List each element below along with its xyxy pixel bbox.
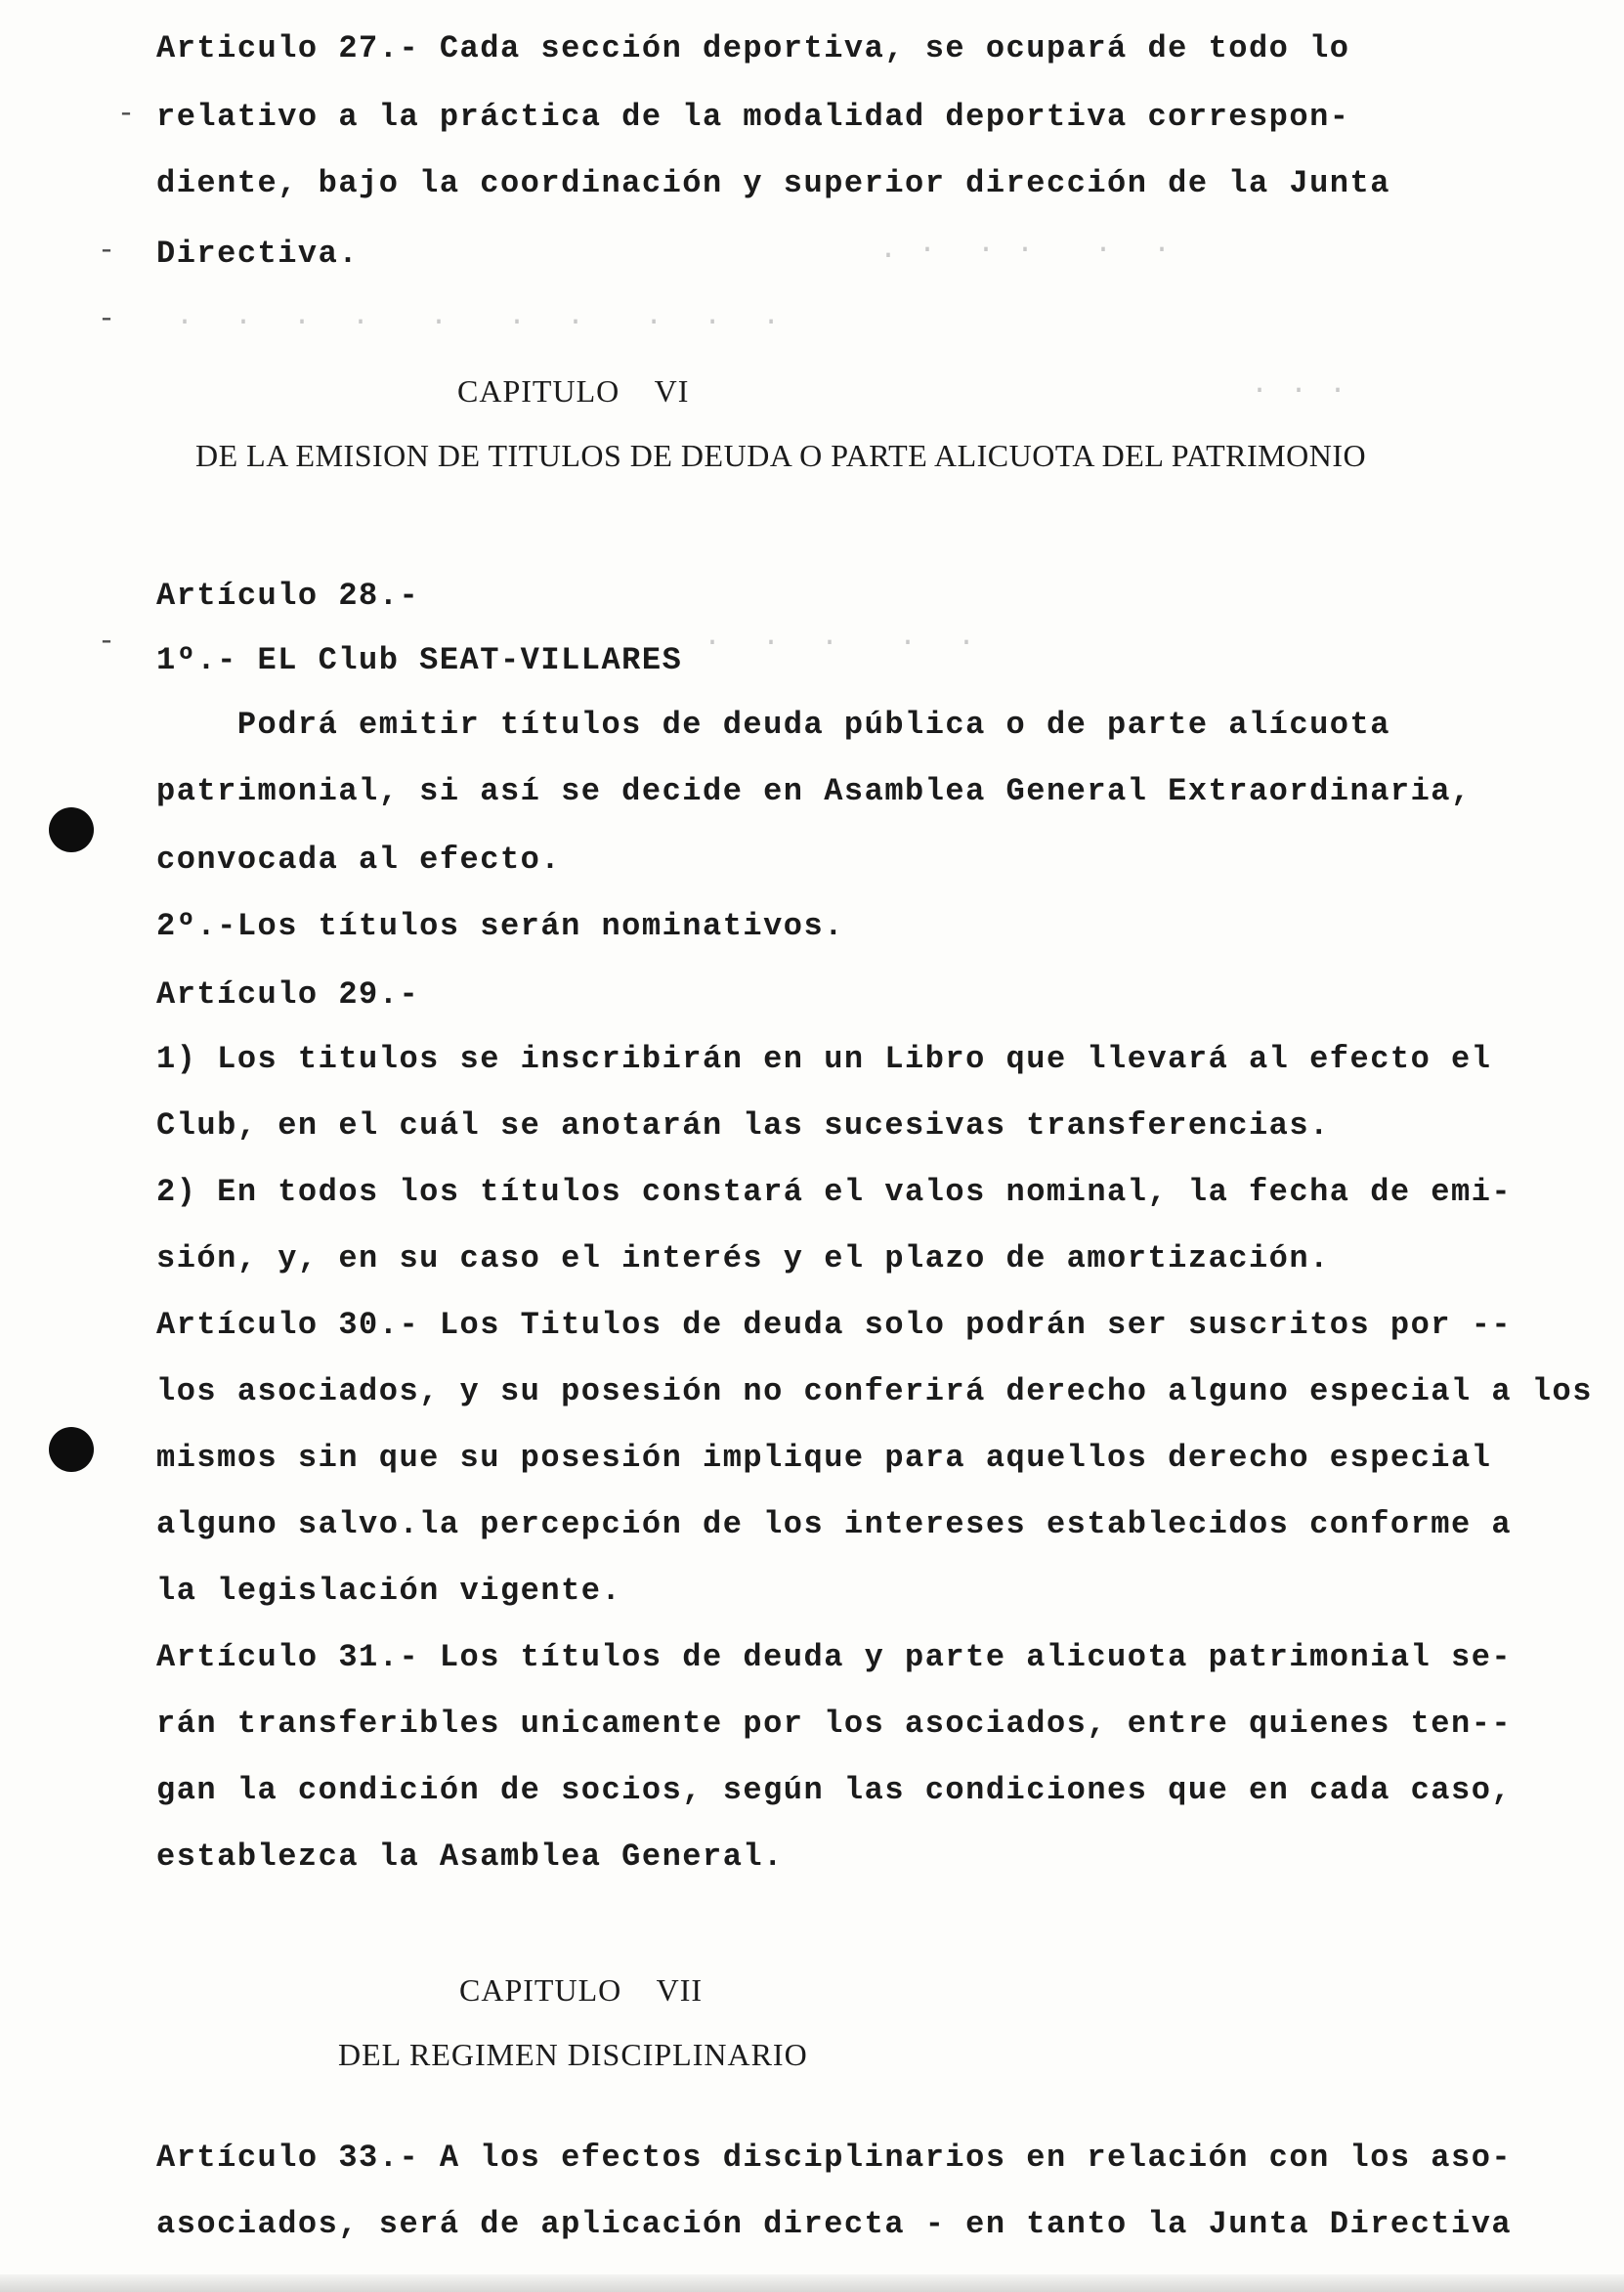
- art29-line-4: sión, y, en su caso el interés y el plazo de amortización.: [156, 1240, 1330, 1276]
- art30-line-3: mismos sin que su posesión implique para aquellos derecho especial: [156, 1440, 1492, 1476]
- art31-line-2: rán transferibles unicamente por los asociados, entre quienes ten--: [156, 1706, 1513, 1742]
- art28-point-1: 1º.- EL Club SEAT-VILLARES: [156, 642, 683, 678]
- margin-dash: -: [98, 303, 116, 336]
- art29-heading: Artículo 29.-: [156, 976, 420, 1013]
- punch-hole: [49, 807, 94, 852]
- art28-line-3: convocada al efecto.: [156, 842, 562, 878]
- art30-line-1: Artículo 30.- Los Titulos de deuda solo podrán ser suscritos por --: [156, 1307, 1513, 1343]
- chapter-7-subtitle: DEL REGIMEN DISCIPLINARIO: [338, 2037, 808, 2072]
- art28-point-2: 2º.-Los títulos serán nominativos.: [156, 908, 844, 944]
- art28-heading: Artículo 28.-: [156, 578, 420, 614]
- punch-hole: [49, 1427, 94, 1472]
- bleed-through-mark: . · · · · ·: [879, 234, 1174, 267]
- art27-line-1: Articulo 27.- Cada sección deportiva, se ocupará de todo lo: [156, 30, 1350, 66]
- art30-line-2: los asociados, y su posesión no conferirá derecho alguno especial a los: [156, 1373, 1593, 1409]
- art31-line-3: gan la condición de socios, según las condiciones que en cada caso,: [156, 1772, 1513, 1808]
- art27-line-3: diente, bajo la coordinación y superior dirección de la Junta: [156, 165, 1390, 201]
- chapter-6-subtitle: DE LA EMISION DE TITULOS DE DEUDA O PARTE ALICUOTA DEL PATRIMONIO: [195, 438, 1367, 473]
- art29-line-3: 2) En todos los títulos constará el valos nominal, la fecha de emi-: [156, 1174, 1513, 1210]
- bleed-through-mark: · · · · ·: [704, 627, 978, 660]
- art30-line-4: alguno salvo.la percepción de los intereses establecidos conforme a: [156, 1506, 1513, 1542]
- margin-dash: -: [117, 98, 136, 131]
- art28-line-1: Podrá emitir títulos de deuda pública o de parte alícuota: [156, 707, 1390, 743]
- bleed-through-mark: · · ·: [1251, 374, 1349, 408]
- scan-bottom-edge: [0, 2274, 1624, 2292]
- bleed-through-mark: · · · · · · · · · ·: [176, 306, 783, 339]
- chapter-6-title: CAPITULO VI: [457, 373, 690, 409]
- art29-line-2: Club, en el cuál se anotarán las sucesivas transferencias.: [156, 1107, 1330, 1144]
- margin-dash: -: [98, 235, 116, 268]
- margin-dash: -: [98, 626, 116, 659]
- art33-line-1: Artículo 33.- A los efectos disciplinarios en relación con los aso-: [156, 2140, 1513, 2176]
- art27-line-2: relativo a la práctica de la modalidad deportiva correspon-: [156, 99, 1350, 135]
- art28-line-2: patrimonial, si así se decide en Asamblea General Extraordinaria,: [156, 773, 1472, 809]
- chapter-7-title: CAPITULO VII: [459, 1972, 704, 2008]
- art31-line-4: establezca la Asamblea General.: [156, 1838, 784, 1875]
- art29-line-1: 1) Los titulos se inscribirán en un Libro que llevará al efecto el: [156, 1041, 1492, 1077]
- art33-line-2: asociados, será de aplicación directa - en tanto la Junta Directiva: [156, 2206, 1513, 2242]
- art30-line-5: la legislación vigente.: [156, 1573, 622, 1609]
- art31-line-1: Artículo 31.- Los títulos de deuda y parte alicuota patrimonial se-: [156, 1639, 1513, 1675]
- art27-line-4: Directiva.: [156, 236, 360, 272]
